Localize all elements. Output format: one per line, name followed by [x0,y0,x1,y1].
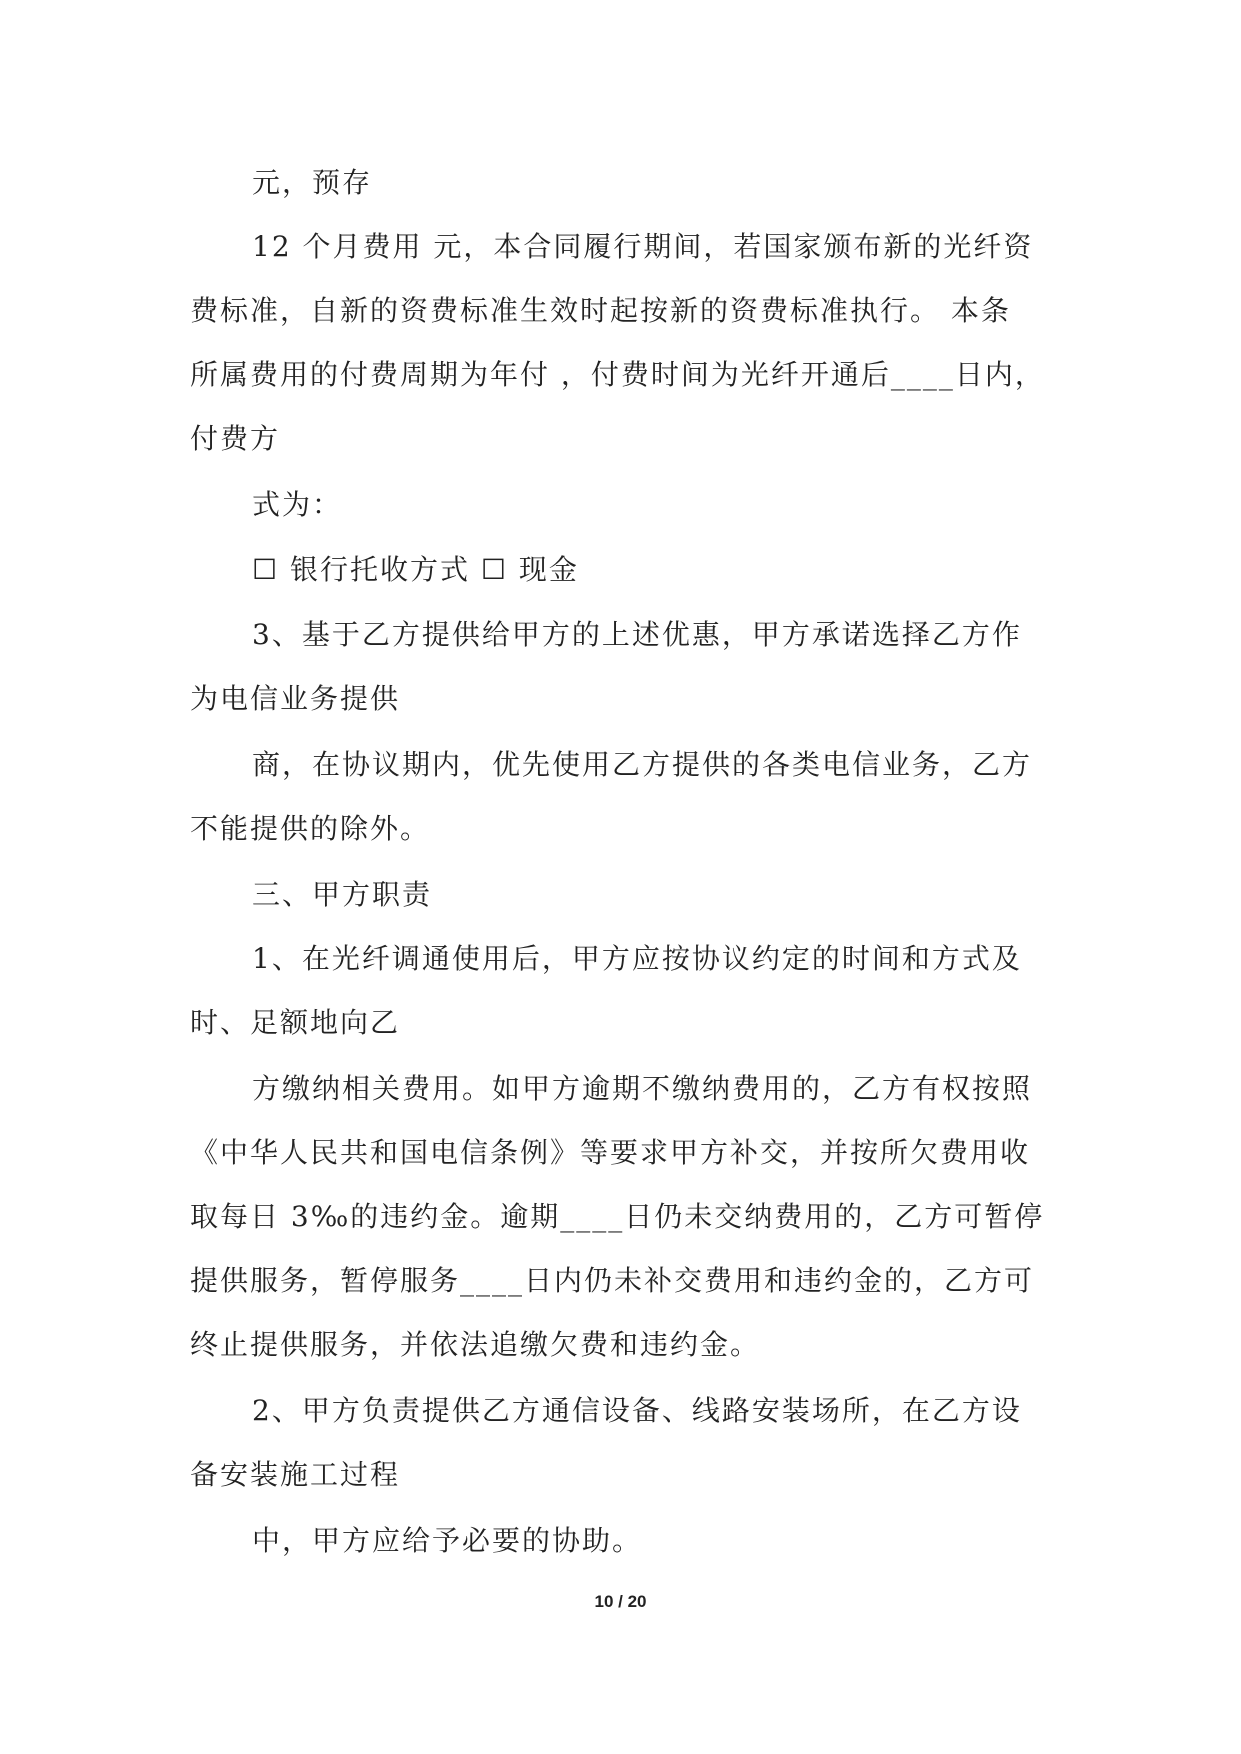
text-line: 付费方 [190,422,281,455]
text-line: 元，预存 [252,166,373,199]
text-line: 3、基于乙方提供给甲方的上述优惠，甲方承诺选择乙方作 [252,618,1022,651]
text-line: 1、在光纤调通使用后，甲方应按协议约定的时间和方式及 [252,942,1022,975]
section-heading: 三、甲方职责 [252,878,433,911]
checkbox-options-line: ☐ 银行托收方式 ☐ 现金 [252,553,579,586]
text-line: 终止提供服务，并依法追缴欠费和违约金。 [190,1328,761,1361]
page-number: 10 / 20 [594,1592,647,1611]
text-line: 为电信业务提供 [190,682,401,715]
text-line: 式为： [252,488,343,521]
text-line: 中，甲方应给予必要的协助。 [252,1524,643,1557]
text-line: 费标准，自新的资费标准生效时起按新的资费标准执行。 本条 [190,294,1011,327]
text-line: 2、甲方负责提供乙方通信设备、线路安装场所，在乙方设 [252,1394,1022,1427]
text-line: 方缴纳相关费用。如甲方逾期不缴纳费用的，乙方有权按照 [252,1072,1033,1105]
text-line: 备安装施工过程 [190,1458,401,1491]
text-line: 12 个月费用 元，本合同履行期间，若国家颁布新的光纤资 [252,230,1034,263]
text-line: 取每日 3‰的违约金。逾期____日仍未交纳费用的，乙方可暂停 [190,1200,1045,1233]
text-line: 所属费用的付费周期为年付 ，付费时间为光纤开通后____日内， [190,358,1045,391]
text-line: 时、足额地向乙 [190,1006,401,1039]
text-line: 商，在协议期内，优先使用乙方提供的各类电信业务，乙方 [252,748,1033,781]
text-line: 不能提供的除外。 [190,812,431,845]
text-line: 提供服务，暂停服务____日内仍未补交费用和违约金的，乙方可 [190,1264,1035,1297]
text-line: 《中华人民共和国电信条例》等要求甲方补交，并按所欠费用收 [190,1136,1031,1169]
